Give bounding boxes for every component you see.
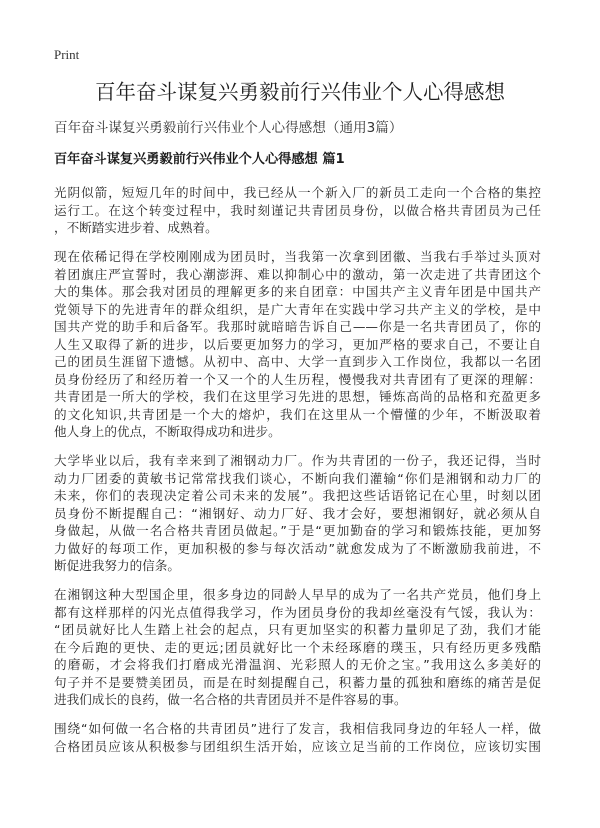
- paragraph-line: 他人身上的优点，不断取得成功和进步。: [54, 424, 281, 439]
- paragraph-line: 在今后跑的更快、走的更远;团员就好比一个未经琢磨的璞玉，只有经历更多残酷: [54, 639, 541, 655]
- paragraph-line: 员身份不断提醒自己：“湘钢好、动力厂好、我才会好，要想湘钢好，就必须从自: [54, 505, 541, 521]
- paragraph: [54, 248, 541, 441]
- paragraph-line: 光阴似箭，短短几年的时间中，我已经从一个新入厂的新员工走向一个合格的集控: [54, 185, 541, 200]
- paragraph-line: 力做好的每项工作，更加积极的参与每次活动”就愈发成为了不断激励我前进，不: [54, 540, 541, 556]
- paragraph-line: 围绕“如何做一名合格的共青团员”进行了发言，我相信我同身边的年轻人一样，做: [54, 721, 541, 736]
- paragraph-line: 身做起，从做一名合格共青团员做起。”于是“更加勤奋的学习和锻炼技能，更加努: [54, 523, 541, 538]
- print-link[interactable]: Print: [54, 47, 80, 62]
- paragraph: [54, 586, 541, 709]
- paragraph: [54, 184, 541, 237]
- paragraph-line: 断促进我努力的信条。: [54, 558, 180, 573]
- paragraph-line: 合格团员应该从积极参与团组织生活开始，应该立足当前的工作岗位，应该切实围: [54, 738, 541, 754]
- document-subtitle: 百年奋斗谋复兴勇毅前行兴伟业个人心得感想（通用3篇）: [54, 120, 403, 136]
- article-body: [54, 184, 541, 767]
- paragraph-line: 大学毕业以后，我有幸来到了湘钢动力厂。作为共青团的一份子，我还记得，当时: [54, 453, 541, 468]
- paragraph-line: 现在依稀记得在学校刚刚成为团员时，当我第一次拿到团徽、当我右手举过头顶对: [54, 249, 541, 264]
- paragraph-line: 进我们成长的良药，做一名合格的共青团员并不是件容易的事。: [54, 692, 407, 707]
- paragraph-line: 的文化知识,共青团是一个大的熔炉，我们在这里从一个懵懂的少年，不断汲取着: [54, 406, 541, 422]
- paragraph-line: 党领导下的先进青年的群众组织，是广大青年在实践中学习共产主义的学校，是中: [54, 301, 541, 317]
- paragraph-line: 动力厂团委的黄敏书记常常找我们谈心，不断向我们灌输“你们是湘钢和动力厂的: [54, 470, 541, 486]
- paragraph-line: ，不断踏实进步着、成熟着。: [54, 220, 218, 235]
- paragraph-line: 己的团员生涯留下遗憾。从初中、高中、大学一直到步入工作岗位，我都以一名团: [54, 354, 541, 369]
- paragraph-line: 着团旗庄严宣誓时，我心潮澎湃、难以抑制心中的激动，第一次走进了共青团这个: [54, 266, 541, 282]
- document-title: 百年奋斗谋复兴勇毅前行兴伟业个人心得感想: [95, 80, 505, 104]
- section-heading: 百年奋斗谋复兴勇毅前行兴伟业个人心得感想 篇1: [54, 152, 345, 167]
- paragraph-line: 共青团是一所大的学校，我们在这里学习先进的思想，锤炼高尚的品格和充盈更多: [54, 389, 541, 404]
- paragraph-line: 在湘钢这种大型国企里，很多身边的同龄人早早的成为了一名共产党员，他们身上: [54, 587, 541, 602]
- paragraph-line: 句子并不是要赞美团员，而是在时刻提醒自己，积蓄力量的孤独和磨练的痛苦是促: [54, 674, 541, 690]
- paragraph-line: 员身份经历了和经历着一个又一个的人生历程，慢慢我对共青团有了更深的理解：: [54, 371, 541, 387]
- paragraph-line: 国共产党的助手和后备军。我那时就暗暗告诉自己——你是一名共青团员了，你的: [54, 319, 541, 334]
- paragraph: [54, 720, 541, 755]
- paragraph: [54, 452, 541, 575]
- paragraph-line: 人生又取得了新的进步，以后要更加努力的学习，更加严格的要求自己，不要让自: [54, 336, 541, 352]
- paragraph-line: 运行工。在这个转变过程中，我时刻谨记共青团员身份，以做合格共青团员为己任: [54, 202, 541, 218]
- paragraph-line: 未来，你们的表现决定着公司未来的发展”。我把这些话语铭记在心里，时刻以团: [54, 488, 541, 503]
- paragraph-line: 的磨砺，才会将我们打磨成光滑温润、光彩照人的无价之宝。”我用这么多美好的: [54, 657, 541, 672]
- paragraph-line: “团员就好比人生踏上社会的起点，只有更加坚实的积蓄力量卯足了劲，我们才能: [54, 622, 541, 637]
- paragraph-line: 都有这样那样的闪光点值得我学习，作为团员身份的我却丝毫没有气馁，我认为：: [54, 604, 541, 620]
- paragraph-line: 大的集体。那会我对团员的理解更多的来自团章：中国共产主义青年团是中国共产: [54, 284, 541, 299]
